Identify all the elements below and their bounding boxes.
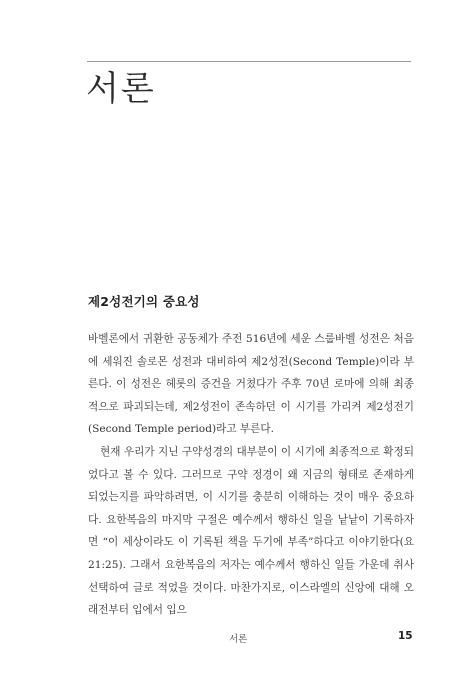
chapter-title: 서론 — [86, 69, 156, 109]
body-paragraph: 현재 우리가 지닌 구약성경의 대부분이 이 시기에 최종적으로 확정되었다고 볼 수 있다. 그러므로 구약 정경이 왜 지금의 형태로 존재하게 되었는지를 파악하려면, 이 시기를 충분히 이해하는 것이 매우 중요하다. 요한복음의 마지막 구절은 예수께서 행하신 일을 낱낱이 기록하자면 “이 세상이라도 이 기록된 책을 두기에 부족”하다고 이야기한다(요 21:25). 그래서 요한복음의 저자는 예수께서 행하신 일들 가운데 취사선택하여 글로 적었을 것이다. 마찬가지로, 이스라엘의 신앙에 대해 오래전부터 입에서 입으 — [88, 445, 414, 617]
top-divider — [87, 61, 411, 62]
section-heading: 제2성전기의 중요성 — [88, 294, 200, 309]
body-paragraph: 바벨론에서 귀환한 공동체가 주전 516년에 세운 스룹바벨 성전은 처음에 세워진 솔로몬 성전과 대비하여 제2성전(Second Temple)이라 부른다. 이 성전은 헤롯의 증건을 거쳤다가 주후 70년 로마에 의해 최종적으로 파괴되는데, 제2성전이 존속하던 이 시기를 가리켜 제2성전기(Second Temple period)라고 부른다. — [88, 333, 414, 436]
body-text — [88, 328, 414, 622]
running-footer-title: 서론 — [229, 634, 248, 645]
page-number: 15 — [398, 630, 413, 642]
